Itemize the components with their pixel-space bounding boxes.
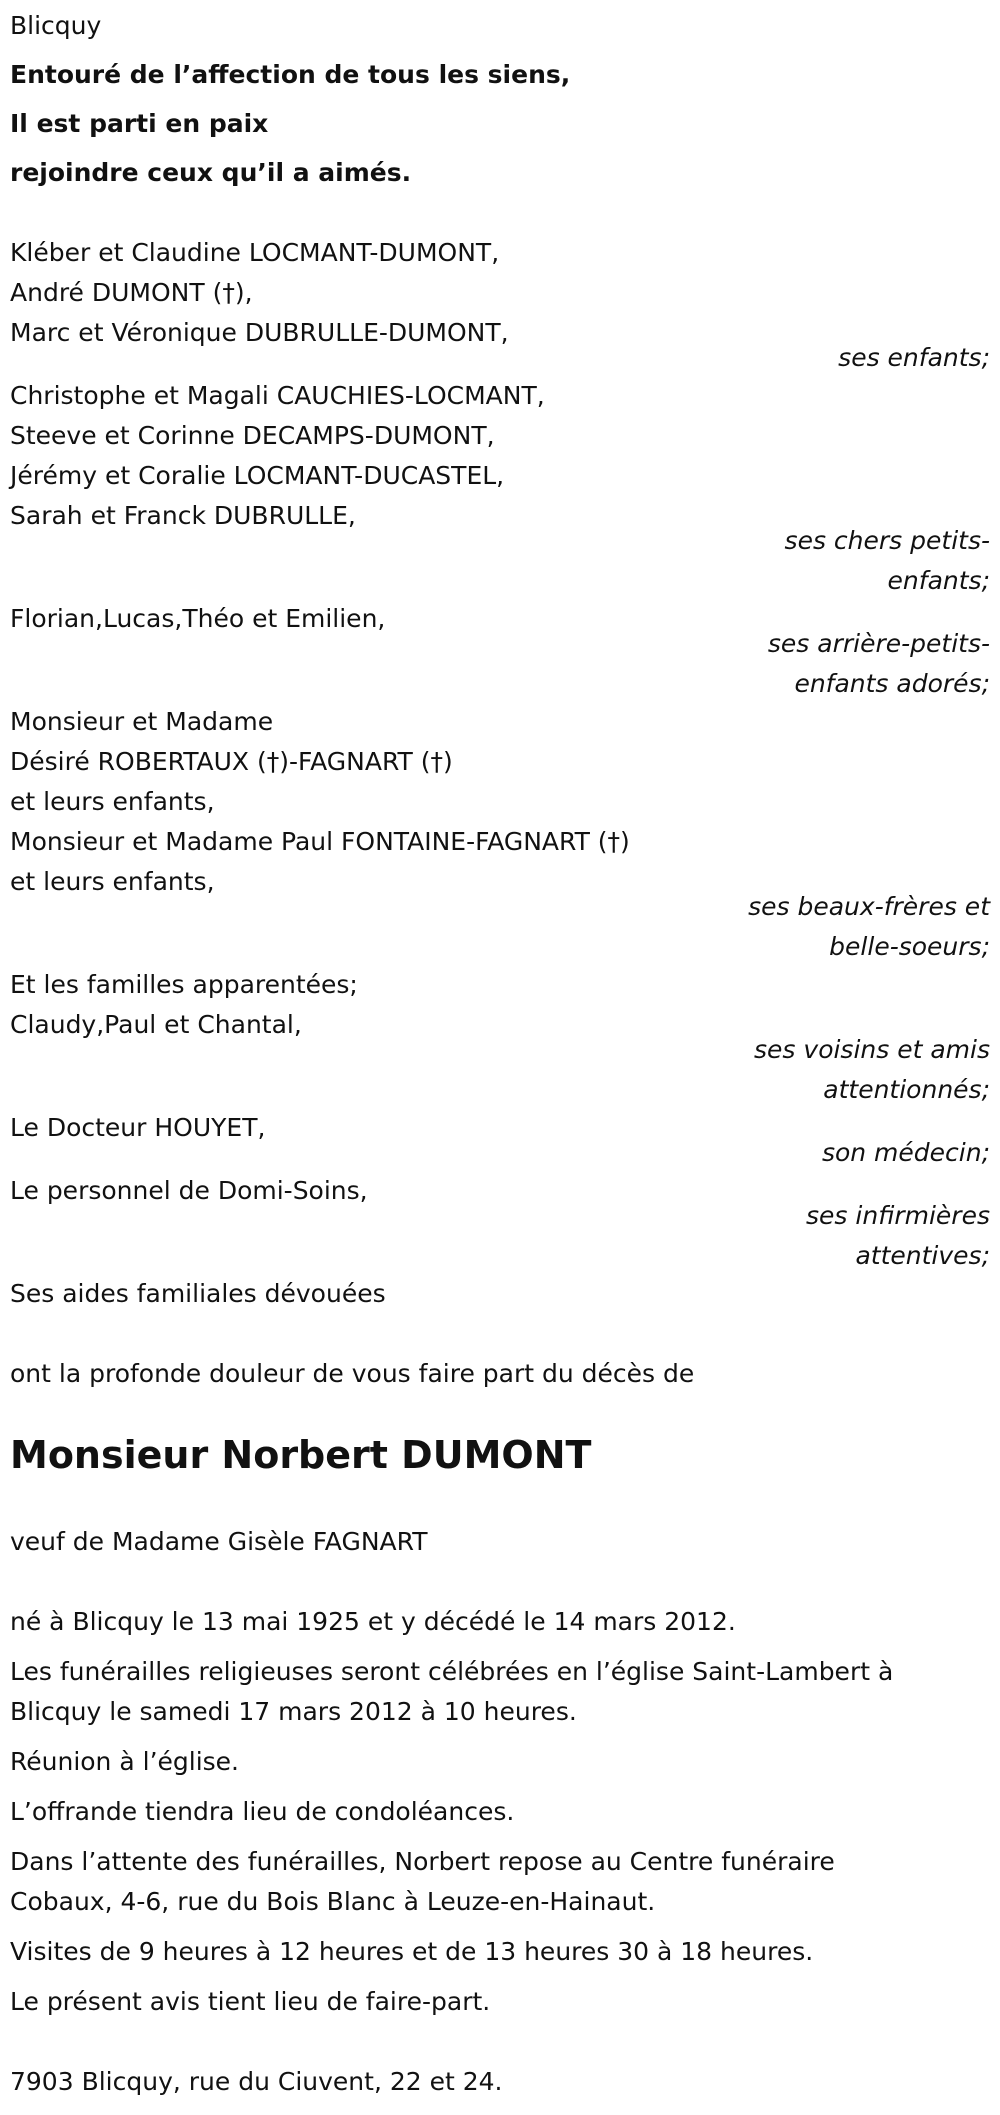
in-laws-relation: ses beaux-frères et belle-soeurs; [748,892,990,961]
location: Blicquy [10,11,102,40]
in-laws-line-3: et leurs enfants, [10,787,215,816]
grandchildren-relation: ses chers petits-enfants; [784,526,990,595]
in-laws-line-5: et leurs enfants, [10,867,215,896]
children-line-2: André DUMONT (†), [10,278,253,307]
grandchildren-line-2: Steeve et Corinne DECAMPS-DUMONT, [10,421,495,450]
neighbors-relation: ses voisins et amis attentionnés; [754,1035,990,1104]
visits-line: Visites de 9 heures à 12 heures et de 13 heures 30 à 18 heures. [10,1937,814,1966]
aides-line: Ses aides familiales dévouées [10,1279,386,1308]
nurses-line: Le personnel de Domi-Soins, [10,1176,368,1205]
rest-line-2: Cobaux, 4-6, rue du Bois Blanc à Leuze-en-Hainaut. [10,1887,656,1916]
doctor-relation: son médecin; [821,1138,990,1167]
deceased-name: Monsieur Norbert DUMONT [10,1433,592,1477]
grandchildren-line-1: Christophe et Magali CAUCHIES-LOCMANT, [10,381,545,410]
great-grandchildren-relation: ses arrière-petits-enfants adorés; [767,629,990,698]
announcement: ont la profonde douleur de vous faire part du décès de [10,1359,695,1388]
neighbors-line-2: Claudy,Paul et Chantal, [10,1010,302,1039]
birth-death-line: né à Blicquy le 13 mai 1925 et y décédé le 14 mars 2012. [10,1607,736,1636]
address-line: 7903 Blicquy, rue du Ciuvent, 22 et 24. [10,2067,503,2096]
offering-line: L’offrande tiendra lieu de condoléances. [10,1797,515,1826]
grandchildren-line-4: Sarah et Franck DUBRULLE, [10,501,356,530]
neighbors-line-1: Et les familles apparentées; [10,970,358,999]
doctor-line: Le Docteur HOUYET, [10,1113,266,1142]
funeral-line-1: Les funérailles religieuses seront célébrées en l’église Saint-Lambert à [10,1657,894,1686]
children-line-1: Kléber et Claudine LOCMANT-DUMONT, [10,238,500,267]
grandchildren-line-3: Jérémy et Coralie LOCMANT-DUCASTEL, [10,461,505,490]
in-laws-line-4: Monsieur et Madame Paul FONTAINE-FAGNART (†) [10,827,630,856]
funeral-line-2: Blicquy le samedi 17 mars 2012 à 10 heures. [10,1697,577,1726]
notice-line: Le présent avis tient lieu de faire-part. [10,1987,491,2016]
great-grandchildren-line: Florian,Lucas,Théo et Emilien, [10,604,386,633]
rest-line-1: Dans l’attente des funérailles, Norbert repose au Centre funéraire [10,1847,835,1876]
nurses-relation: ses infirmières attentives; [806,1201,990,1270]
widower-line: veuf de Madame Gisèle FAGNART [10,1527,428,1556]
in-laws-line-2: Désiré ROBERTAUX (†)-FAGNART (†) [10,747,453,776]
poem-line-2: Il est parti en paix [10,109,269,138]
meeting-line: Réunion à l’église. [10,1747,240,1776]
in-laws-line-1: Monsieur et Madame [10,707,274,736]
children-relation: ses enfants; [838,343,990,372]
children-line-3: Marc et Véronique DUBRULLE-DUMONT, [10,318,509,347]
poem-line-3: rejoindre ceux qu’il a aimés. [10,158,412,187]
poem-line-1: Entouré de l’affection de tous les siens, [10,60,571,89]
